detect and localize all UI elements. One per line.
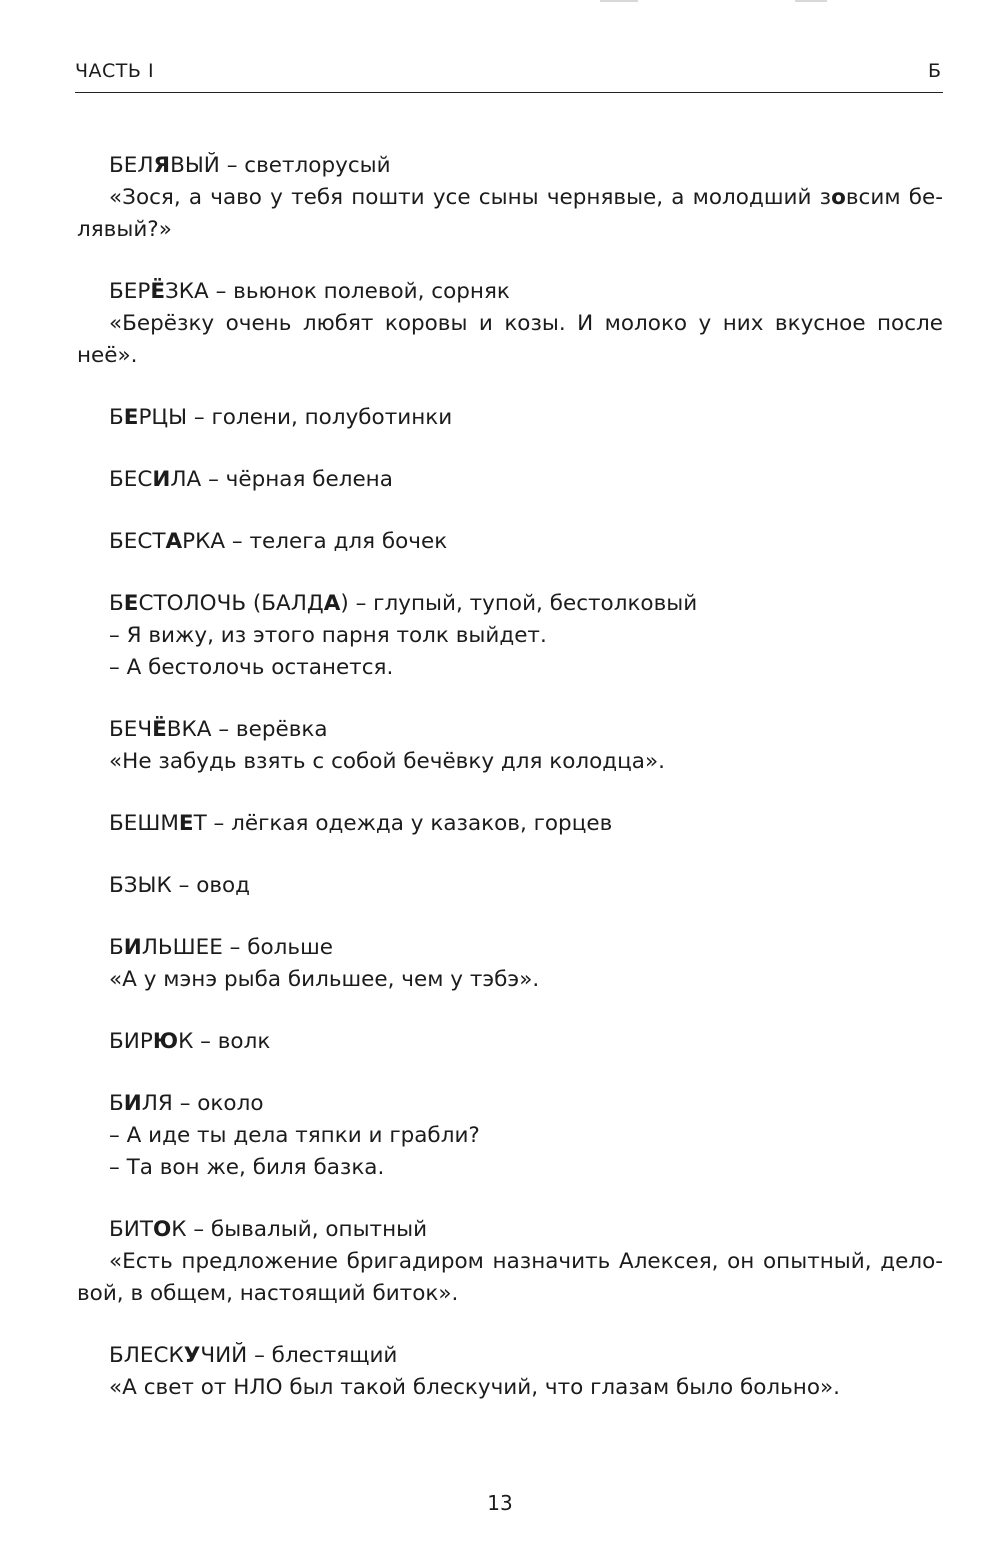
entry-headline: [77, 1214, 943, 1246]
entry-headline: [77, 526, 943, 558]
entry-bzyk: [77, 870, 943, 902]
section-title: ЧАСТЬ I: [75, 60, 155, 82]
entry-headline: [77, 1026, 943, 1058]
dialogue-line: – А иде ты дела тяпки и грабли?: [109, 1123, 480, 1148]
term-part: БЕСТ: [109, 529, 166, 554]
term-part: ЗКА: [165, 279, 209, 304]
stressed-letter: А: [165, 529, 183, 554]
term-part: К: [178, 1029, 194, 1054]
entry-bleskuchiy: [77, 1340, 943, 1404]
entry-bechyovka: [77, 714, 943, 778]
entry-bitok: [77, 1214, 943, 1310]
stressed-letter: Е: [123, 591, 139, 616]
term-part: ВЫЙ: [170, 153, 220, 178]
term-part: Т: [193, 811, 207, 836]
term-part: БИТ: [109, 1217, 153, 1242]
entry-belyavyi: [77, 150, 943, 246]
term-part: БЕЛ: [109, 153, 154, 178]
term-part: К: [171, 1217, 187, 1242]
stressed-letter: Ю: [152, 1029, 179, 1054]
definition: – бывалый, опытный: [186, 1217, 428, 1242]
entry-bilya: [77, 1088, 943, 1184]
example-text: всим бе-: [845, 185, 943, 210]
stressed-letter: о: [831, 185, 846, 210]
example-line: «Берёзку очень любят коровы и козы. И молоко у них вкусное после: [109, 311, 943, 336]
scan-mark-left: [600, 0, 638, 2]
entry-beryozka: [77, 276, 943, 372]
term-part: БИР: [109, 1029, 153, 1054]
page-number: 13: [487, 1491, 513, 1515]
stressed-letter: О: [152, 1217, 172, 1242]
dictionary-entries: [77, 150, 943, 1434]
term-part: БЕС: [109, 467, 153, 492]
definition: – глупый, тупой, бестолковый: [348, 591, 698, 616]
term-part: Б: [109, 935, 124, 960]
running-header: [75, 58, 943, 94]
stressed-letter: И: [123, 935, 142, 960]
dialogue-line: – Я вижу, из этого парня толк выйдет.: [109, 623, 547, 648]
definition: – телега для бочек: [225, 529, 448, 554]
stressed-letter: Ё: [152, 717, 167, 742]
term-part: ВКА: [166, 717, 212, 742]
entry-headline: [77, 1088, 943, 1120]
dialogue-line: – А бестолочь останется.: [109, 655, 394, 680]
entry-headline: [77, 150, 943, 182]
entry-headline: [77, 464, 943, 496]
stressed-letter: Е: [178, 811, 194, 836]
term-part: ЛЬШЕЕ: [141, 935, 223, 960]
definition: – чёрная белена: [201, 467, 393, 492]
example-line: неё».: [77, 343, 138, 368]
stressed-letter: Я: [153, 153, 171, 178]
term-part: РКА: [182, 529, 226, 554]
definition: – волк: [193, 1029, 271, 1054]
example-line: лявый?»: [77, 217, 172, 242]
header-rule: [75, 92, 943, 93]
entry-bilshee: [77, 932, 943, 996]
stressed-letter: Ё: [150, 279, 165, 304]
example-line: «Есть предложение бригадиром назначить Алексея, он опытный, дело-: [109, 1249, 943, 1274]
entry-bertsy: [77, 402, 943, 434]
entry-headline: [77, 588, 943, 620]
term-part: Б: [109, 405, 124, 430]
definition: – вьюнок полевой, сорняк: [208, 279, 510, 304]
term-part: ЛА: [170, 467, 202, 492]
definition: – верёвка: [211, 717, 328, 742]
term-part: СТОЛОЧЬ (БАЛД: [138, 591, 324, 616]
entry-headline: [77, 870, 943, 902]
term-part: ): [340, 591, 349, 616]
example-line: «А свет от НЛО был такой блескучий, что глазам было больно».: [109, 1375, 840, 1400]
entry-headline: [77, 402, 943, 434]
term-part: ЛЯ: [141, 1091, 173, 1116]
stressed-letter: И: [123, 1091, 142, 1116]
term-part: БЕЧ: [109, 717, 153, 742]
entry-biryuk: [77, 1026, 943, 1058]
term-part: БЗЫК: [109, 873, 172, 898]
section-letter: Б: [927, 60, 941, 82]
entry-headline: [77, 276, 943, 308]
definition: – голени, полуботинки: [187, 405, 453, 430]
entry-headline: [77, 808, 943, 840]
definition: – блестящий: [247, 1343, 398, 1368]
entry-headline: [77, 714, 943, 746]
term-part: ЧИЙ: [200, 1343, 248, 1368]
stressed-letter: Е: [123, 405, 139, 430]
term-part: Б: [109, 591, 124, 616]
scan-mark-right: [795, 0, 827, 2]
term-part: РЦЫ: [138, 405, 188, 430]
example-line: «А у мэнэ рыба бильшее, чем у тэбэ».: [109, 967, 540, 992]
term-part: БЕР: [109, 279, 151, 304]
example-text: «Зося, а чаво у тебя пошти усе сыны чернявые, а молодший з: [109, 185, 832, 210]
entry-headline: [77, 932, 943, 964]
example-line: [77, 182, 943, 214]
example-line: «Не забудь взять с собой бечёвку для колодца».: [109, 749, 665, 774]
entry-headline: [77, 1340, 943, 1372]
stressed-letter: У: [183, 1343, 201, 1368]
definition: – овод: [171, 873, 251, 898]
stressed-letter: И: [152, 467, 171, 492]
entry-bestarka: [77, 526, 943, 558]
term-part: Б: [109, 1091, 124, 1116]
term-part: БЕШМ: [109, 811, 179, 836]
definition: – больше: [222, 935, 333, 960]
definition: – около: [172, 1091, 264, 1116]
stressed-letter: А: [323, 591, 341, 616]
dialogue-line: – Та вон же, биля базка.: [109, 1155, 385, 1180]
entry-bestoloch: [77, 588, 943, 684]
definition: – лёгкая одежда у казаков, горцев: [206, 811, 613, 836]
term-part: БЛЕСК: [109, 1343, 184, 1368]
entry-besila: [77, 464, 943, 496]
definition: – светлорусый: [219, 153, 391, 178]
example-line: вой, в общем, настоящий биток».: [77, 1281, 459, 1306]
entry-beshmet: [77, 808, 943, 840]
